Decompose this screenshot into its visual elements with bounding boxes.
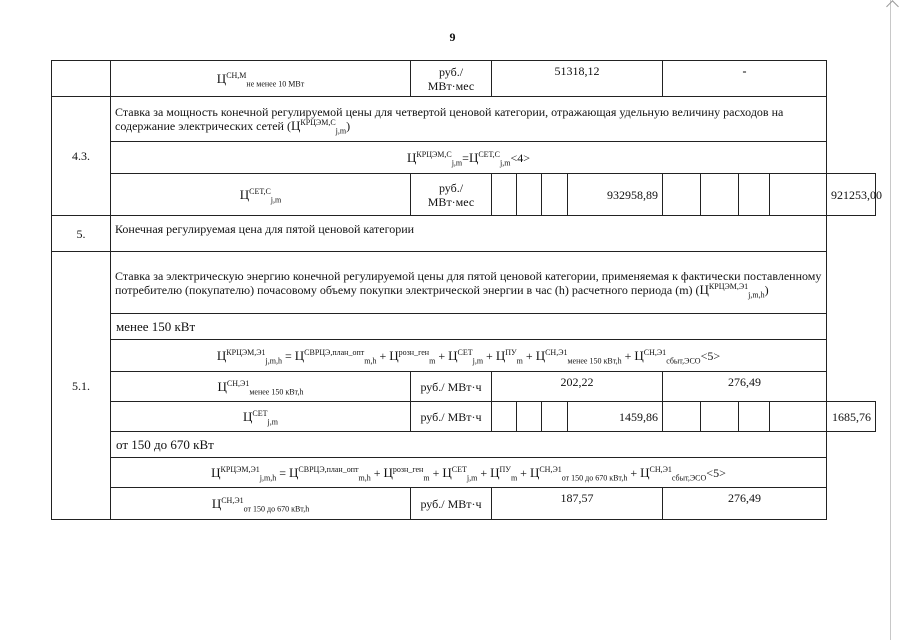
empty-cell bbox=[542, 174, 568, 216]
value-cell: 187,57 bbox=[492, 488, 663, 520]
table-row bbox=[52, 340, 876, 372]
value-cell: - bbox=[663, 61, 827, 97]
table-row bbox=[52, 402, 876, 432]
page-edge-line bbox=[890, 0, 891, 640]
table-row bbox=[52, 432, 876, 458]
value-cell: 276,49 bbox=[663, 372, 827, 402]
row-number-cell: 5.1. bbox=[52, 252, 111, 520]
empty-cell bbox=[517, 174, 542, 216]
empty-cell bbox=[770, 402, 827, 432]
description-cell: Ставка за электрическую энергию конечной регулируемой цены для пятой ценовой категории, применяемая к фактически поставленному потребителю (покупателю) почасовому объему покупки электрической энергии в час (h) расчетного периода (m) $(Ц^{КРЦЭМ,Э1}_{j,m,h})$ bbox=[111, 252, 827, 314]
value-cell: 1685,76 bbox=[827, 402, 876, 432]
symbol-cell: $Ц^{СН,М}_{не менее 10 МВт}$ bbox=[111, 61, 411, 97]
value-cell: 276,49 bbox=[663, 488, 827, 520]
unit-cell: руб./ МВт·мес bbox=[411, 174, 492, 216]
formula-cell: $Ц^{КРЦЭМ,Э1}_{j,m,h} = Ц^{СВРЦЭ,план\_опт}_{m,h} + Ц^{розн\_ген}_m + Ц^{СЕТ}_{j,m} + Ц^{ПУ}_m + Ц^{СН,Э1}_{менее 150 кВт,h} + Ц^{СН,Э1}_{сбыт,ЭСО}<5>$ bbox=[111, 340, 827, 372]
value-cell: 1459,86 bbox=[568, 402, 663, 432]
empty-cell bbox=[517, 402, 542, 432]
empty-cell bbox=[770, 174, 827, 216]
empty-cell bbox=[739, 174, 770, 216]
page-number: 9 bbox=[449, 30, 456, 44]
empty-cell bbox=[701, 402, 739, 432]
band-label-cell: от 150 до 670 кВт bbox=[111, 432, 827, 458]
unit-cell: руб./ МВт·мес bbox=[411, 61, 492, 97]
table-row bbox=[52, 97, 876, 142]
empty-cell bbox=[542, 402, 568, 432]
symbol-cell: $Ц^{СЕТ,С}_{j,m}$ bbox=[111, 174, 411, 216]
empty-cell bbox=[492, 402, 517, 432]
band-label-cell: менее 150 кВт bbox=[111, 314, 827, 340]
table-row bbox=[52, 488, 876, 520]
table-row bbox=[52, 252, 876, 314]
tariff-table bbox=[51, 60, 883, 520]
row-number-cell: 4.3. bbox=[52, 97, 111, 216]
table-row bbox=[52, 142, 876, 174]
unit-cell: руб./ МВт·ч bbox=[411, 372, 492, 402]
table-row bbox=[52, 458, 876, 488]
symbol-cell: $Ц^{СЕТ}_{j,m}$ bbox=[111, 402, 411, 432]
table-row bbox=[52, 61, 876, 97]
scan-corner-mark bbox=[886, 0, 899, 13]
empty-cell bbox=[663, 402, 701, 432]
symbol-cell: $Ц^{СН,Э1}_{менее 150 кВт,h}$ bbox=[111, 372, 411, 402]
table-row bbox=[52, 174, 876, 216]
empty-cell bbox=[701, 174, 739, 216]
empty-cell bbox=[739, 402, 770, 432]
unit-cell: руб./ МВт·ч bbox=[411, 488, 492, 520]
value-cell: 51318,12 bbox=[492, 61, 663, 97]
table-row bbox=[52, 372, 876, 402]
formula-cell: $Ц^{КРЦЭМ,Э1}_{j,m,h} = Ц^{СВРЦЭ,план\_опт}_{m,h} + Ц^{розн\_ген}_m + Ц^{СЕТ}_{j,m} + Ц^{ПУ}_m + Ц^{СН,Э1}_{от 150 до 670 кВт,h} + Ц^{СН,Э1}_{сбыт,ЭСО}<5>$ bbox=[111, 458, 827, 488]
value-cell: 202,22 bbox=[492, 372, 663, 402]
description-cell: Конечная регулируемая цена для пятой ценовой категории bbox=[111, 216, 827, 252]
value-cell: 921253,00 bbox=[827, 174, 876, 216]
unit-cell: руб./ МВт·ч bbox=[411, 402, 492, 432]
table-row bbox=[52, 216, 876, 252]
row-number-cell: 5. bbox=[52, 216, 111, 252]
table-row bbox=[52, 314, 876, 340]
empty-cell bbox=[663, 174, 701, 216]
symbol-cell: $Ц^{СН,Э1}_{от 150 до 670 кВт,h}$ bbox=[111, 488, 411, 520]
empty-cell bbox=[492, 174, 517, 216]
description-cell: Ставка за мощность конечной регулируемой цены для четвертой ценовой категории, отражающая удельную величину расходов на содержание электрических сетей $(Ц^{КРЦЭМ,С}_{j,m})$ bbox=[111, 97, 827, 142]
value-cell: 932958,89 bbox=[568, 174, 663, 216]
formula-cell: $Ц^{КРЦЭМ,С}_{j,m}=Ц^{СЕТ,С}_{j,m}<4>$ bbox=[111, 142, 827, 174]
row-number-cell bbox=[52, 61, 111, 97]
